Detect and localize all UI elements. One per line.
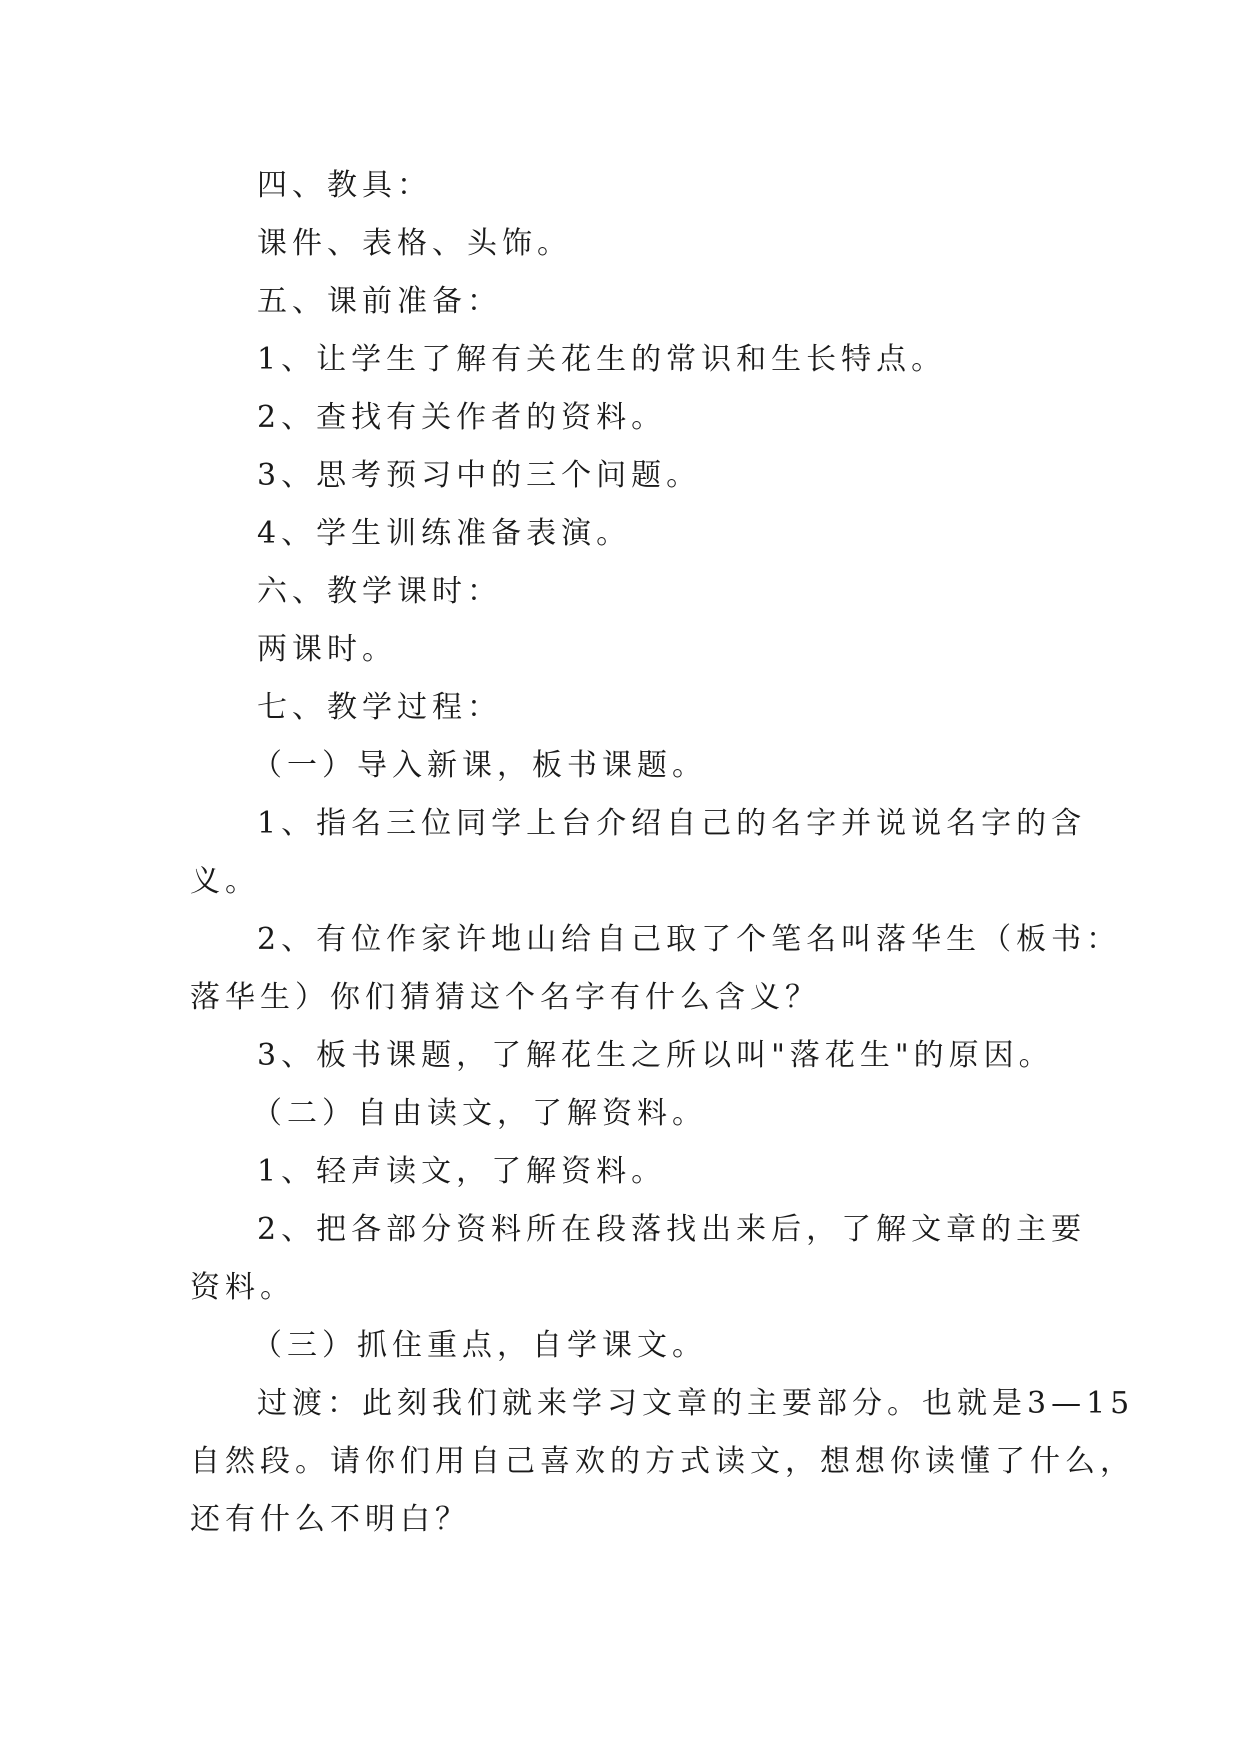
section-1-heading: （一）导入新课，板书课题。 <box>252 748 707 783</box>
transition-paragraph-cont-2: 还有什么不明白？ <box>190 1502 470 1537</box>
section-2-item-2-cont: 资料。 <box>190 1270 295 1305</box>
transition-paragraph-cont-1: 自然段。请你们用自己喜欢的方式读文，想想你读懂了什么， <box>190 1444 1135 1479</box>
text-teaching-aids: 课件、表格、头饰。 <box>257 226 572 261</box>
section-1-item-1: 1、指名三位同学上台介绍自己的名字并说说名字的含 <box>257 806 1087 841</box>
prep-item-3: 3、思考预习中的三个问题。 <box>257 458 702 493</box>
text-class-hours: 两课时。 <box>257 632 397 667</box>
prep-item-2: 2、查找有关作者的资料。 <box>257 400 667 435</box>
section-1-item-3: 3、板书课题，了解花生之所以叫"落花生"的原因。 <box>257 1038 1054 1073</box>
section-1-item-2-cont: 落华生）你们猜猜这个名字有什么含义？ <box>190 980 820 1015</box>
section-2-item-1: 1、轻声读文，了解资料。 <box>257 1154 667 1189</box>
transition-paragraph: 过渡：此刻我们就来学习文章的主要部分。也就是3—15 <box>257 1386 1135 1421</box>
section-1-item-1-cont: 义。 <box>190 864 260 899</box>
heading-teaching-aids: 四、教具： <box>257 168 432 203</box>
section-2-item-2: 2、把各部分资料所在段落找出来后，了解文章的主要 <box>257 1212 1087 1247</box>
section-3-heading: （三）抓住重点，自学课文。 <box>252 1328 707 1363</box>
prep-item-1: 1、让学生了解有关花生的常识和生长特点。 <box>257 342 947 377</box>
heading-class-hours: 六、教学课时： <box>257 574 502 609</box>
prep-item-4: 4、学生训练准备表演。 <box>257 516 632 551</box>
heading-preparation: 五、课前准备： <box>257 284 502 319</box>
section-2-heading: （二）自由读文，了解资料。 <box>252 1096 707 1131</box>
heading-teaching-process: 七、教学过程： <box>257 690 502 725</box>
section-1-item-2: 2、有位作家许地山给自己取了个笔名叫落华生（板书： <box>257 922 1122 957</box>
